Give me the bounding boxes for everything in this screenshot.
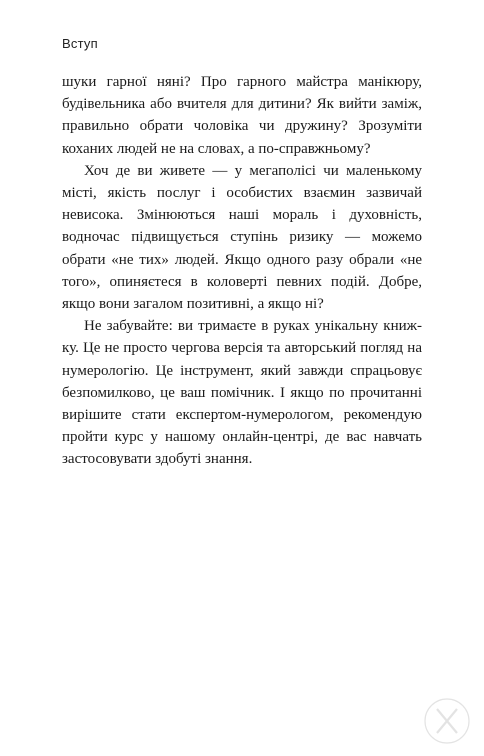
paragraph-2: Хоч де ви живете — у мегаполісі чи маленькому місті, якість послуг і особистих взаємин зазвичай невисока. Змінюються наші мораль і духовність, водночас підвищується ступінь ризику — можемо обрати «не тих» людей. Якщо одного разу обрали «не того», опиняєтеся в коловерті певних подій. Добре, якщо вони загалом позитивні, а якщо ні? (62, 162, 422, 313)
body-text (62, 71, 422, 471)
paragraph-1: шуки гарної няні? Про гарного майстра манікюру, будівельника або вчителя для дитини? Як вийти заміж, правильно обрати чоловіка чи дружину? Зрозуміти коханих людей не на словах, а по-справжньому? (62, 74, 422, 157)
x-circle-logo-icon (422, 696, 472, 746)
paragraph-3: Не забувайте: ви тримаєте в руках унікальну книжку. Це не просто чергова версія та авторський погляд на нумерологію. Це інструмент, який завжди спрацьовує безпомилково, це ваш помічник. І якщо по прочитанні вирішите стати експертом-нумерологом, рекомендую пройти курс у нашому онлайн-центрі, де вас навчать застосовувати здобуті знання. (62, 318, 422, 468)
running-head-title: Вступ (62, 36, 98, 51)
